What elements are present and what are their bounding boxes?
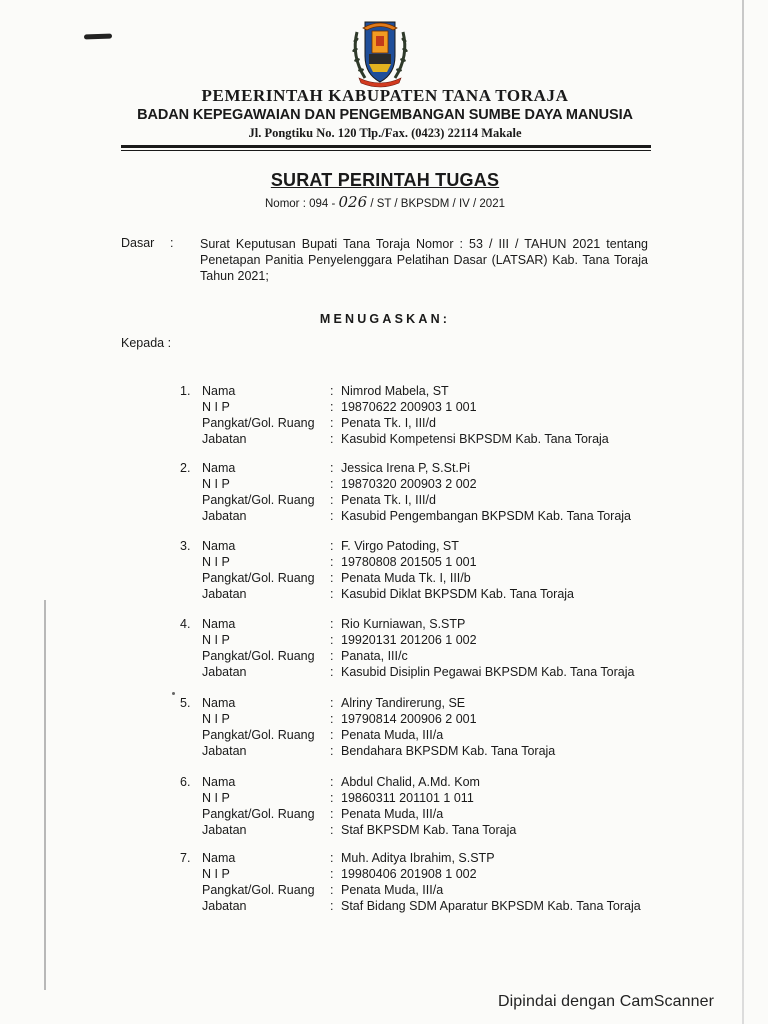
personnel-entry <box>0 775 768 839</box>
field-label-nama: Nama <box>202 775 236 789</box>
personnel-nip: 19870622 200903 1 001 <box>341 400 477 414</box>
field-label-nip: N I P <box>202 712 230 726</box>
dasar-colon: : <box>170 236 174 250</box>
field-label-jabatan: Jabatan <box>202 899 247 913</box>
colon: : <box>330 823 334 837</box>
colon: : <box>330 509 334 523</box>
personnel-position: Bendahara BKPSDM Kab. Tana Toraja <box>341 744 556 758</box>
personnel-entry <box>0 617 768 681</box>
field-label-pangkat: Pangkat/Gol. Ruang <box>202 883 315 897</box>
colon: : <box>330 400 334 414</box>
kepada-label: Kepada : <box>121 336 172 350</box>
field-label-pangkat: Pangkat/Gol. Ruang <box>202 416 315 430</box>
personnel-nip: 19870320 200903 2 002 <box>341 477 477 491</box>
personnel-number: 2. <box>180 461 191 475</box>
personnel-name: Alriny Tandirerung, SE <box>341 696 466 710</box>
personnel-entry <box>0 851 768 915</box>
colon: : <box>330 696 334 710</box>
field-label-pangkat: Pangkat/Gol. Ruang <box>202 571 315 585</box>
letterhead-rule-thin <box>121 150 651 151</box>
field-label-pangkat: Pangkat/Gol. Ruang <box>202 493 315 507</box>
field-label-jabatan: Jabatan <box>202 665 247 679</box>
personnel-nip: 19980406 201908 1 002 <box>341 867 477 881</box>
personnel-number: 4. <box>180 617 191 631</box>
colon: : <box>330 665 334 679</box>
personnel-name: Rio Kurniawan, S.STP <box>341 617 466 631</box>
letterhead-government: PEMERINTAH KABUPATEN TANA TORAJA <box>201 86 569 105</box>
colon: : <box>330 791 334 805</box>
regency-emblem-icon <box>347 12 413 90</box>
letterhead-rule-thick <box>121 145 651 148</box>
personnel-entry <box>0 696 768 760</box>
dasar-text: Surat Keputusan Bupati Tana Toraja Nomor : 53 / III / TAHUN 2021 tentang Penetapan Panitia Penyelenggara Pelatihan Dasar (LATSAR) Kab. Tana Toraja Tahun 2021; <box>200 237 648 283</box>
document-number-suffix: / ST / BKPSDM / IV / 2021 <box>367 198 505 210</box>
personnel-nip: 19780808 201505 1 001 <box>341 555 477 569</box>
field-label-nama: Nama <box>202 461 236 475</box>
personnel-name: Jessica Irena P, S.St.Pi <box>341 461 470 475</box>
colon: : <box>330 617 334 631</box>
field-label-nama: Nama <box>202 384 236 398</box>
personnel-rank: Penata Muda, III/a <box>341 883 444 897</box>
document-title: SURAT PERINTAH TUGAS <box>270 170 500 190</box>
colon: : <box>330 883 334 897</box>
camscanner-watermark: Dipindai dengan CamScanner <box>498 993 715 1010</box>
field-label-nip: N I P <box>202 477 230 491</box>
colon: : <box>330 633 334 647</box>
document-number-prefix: Nomor : 094 - <box>265 198 339 210</box>
personnel-position: Kasubid Diklat BKPSDM Kab. Tana Toraja <box>341 587 574 601</box>
colon: : <box>330 899 334 913</box>
colon: : <box>330 384 334 398</box>
field-label-jabatan: Jabatan <box>202 432 247 446</box>
personnel-position: Staf BKPSDM Kab. Tana Toraja <box>341 823 517 837</box>
personnel-rank: Penata Tk. I, III/d <box>341 416 436 430</box>
personnel-name: F. Virgo Patoding, ST <box>341 539 459 553</box>
field-label-nip: N I P <box>202 400 230 414</box>
personnel-entry <box>0 461 768 525</box>
colon: : <box>330 493 334 507</box>
dasar-label: Dasar <box>121 236 155 250</box>
colon: : <box>330 649 334 663</box>
colon: : <box>330 587 334 601</box>
colon: : <box>330 744 334 758</box>
field-label-jabatan: Jabatan <box>202 509 247 523</box>
personnel-rank: Penata Tk. I, III/d <box>341 493 436 507</box>
personnel-nip: 19790814 200906 2 001 <box>341 712 477 726</box>
colon: : <box>330 432 334 446</box>
personnel-nip: 19860311 201101 1 011 <box>341 791 474 805</box>
personnel-rank: Panata, III/c <box>341 649 408 663</box>
field-label-jabatan: Jabatan <box>202 823 247 837</box>
colon: : <box>330 807 334 821</box>
letterhead-agency: BADAN KEPEGAWAIAN DAN PENGEMBANGAN SUMBE DAYA MANUSIA <box>137 107 633 123</box>
personnel-rank: Penata Muda, III/a <box>341 728 444 742</box>
colon: : <box>330 416 334 430</box>
personnel-position: Kasubid Kompetensi BKPSDM Kab. Tana Toraja <box>341 432 609 446</box>
field-label-nama: Nama <box>202 696 236 710</box>
colon: : <box>330 712 334 726</box>
personnel-number: 6. <box>180 775 191 789</box>
colon: : <box>330 571 334 585</box>
colon: : <box>330 539 334 553</box>
field-label-jabatan: Jabatan <box>202 744 247 758</box>
scan-dot <box>172 692 175 695</box>
personnel-rank: Penata Muda, III/a <box>341 807 444 821</box>
field-label-nip: N I P <box>202 633 230 647</box>
field-label-pangkat: Pangkat/Gol. Ruang <box>202 807 315 821</box>
personnel-number: 5. <box>180 696 191 710</box>
letterhead-address: Jl. Pongtiku No. 120 Tlp./Fax. (0423) 22114 Makale <box>248 126 522 140</box>
personnel-position: Kasubid Disiplin Pegawai BKPSDM Kab. Tana Toraja <box>341 665 635 679</box>
menugaskan-heading: MENUGASKAN: <box>319 312 451 326</box>
field-label-nama: Nama <box>202 617 236 631</box>
colon: : <box>330 555 334 569</box>
scan-mark <box>84 34 112 40</box>
personnel-nip: 19920131 201206 1 002 <box>341 633 477 647</box>
personnel-entry <box>0 384 768 448</box>
field-label-nip: N I P <box>202 555 230 569</box>
field-label-jabatan: Jabatan <box>202 587 247 601</box>
personnel-number: 7. <box>180 851 191 865</box>
field-label-nip: N I P <box>202 867 230 881</box>
colon: : <box>330 851 334 865</box>
personnel-position: Staf Bidang SDM Aparatur BKPSDM Kab. Tana Toraja <box>341 899 641 913</box>
field-label-pangkat: Pangkat/Gol. Ruang <box>202 649 315 663</box>
field-label-nama: Nama <box>202 851 236 865</box>
colon: : <box>330 867 334 881</box>
field-label-nama: Nama <box>202 539 236 553</box>
personnel-position: Kasubid Pengembangan BKPSDM Kab. Tana Toraja <box>341 509 632 523</box>
personnel-name: Nimrod Mabela, ST <box>341 384 449 398</box>
colon: : <box>330 775 334 789</box>
personnel-number: 3. <box>180 539 191 553</box>
field-label-nip: N I P <box>202 791 230 805</box>
personnel-name: Abdul Chalid, A.Md. Kom <box>341 775 480 789</box>
field-label-pangkat: Pangkat/Gol. Ruang <box>202 728 315 742</box>
document-number <box>240 193 530 211</box>
personnel-number: 1. <box>180 384 191 398</box>
colon: : <box>330 728 334 742</box>
personnel-name: Muh. Aditya Ibrahim, S.STP <box>341 851 495 865</box>
colon: : <box>330 477 334 491</box>
document-number-handwritten: 026 <box>338 193 368 211</box>
personnel-entry <box>0 539 768 603</box>
colon: : <box>330 461 334 475</box>
personnel-rank: Penata Muda Tk. I, III/b <box>341 571 471 585</box>
